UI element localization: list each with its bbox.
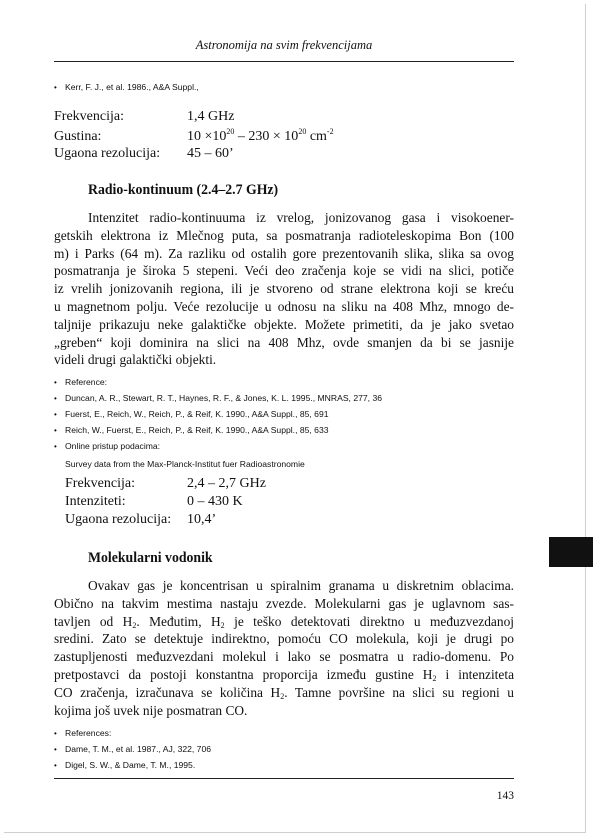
bullet-icon: • <box>54 745 57 754</box>
running-header: Astronomija na svim frekvencijama <box>195 38 373 52</box>
bullet-icon: • <box>54 378 57 387</box>
spec-row: Frekvencija: 2,4 – 2,7 GHz <box>65 476 266 491</box>
spec-row: Ugaona rezolucija: 10,4’ <box>65 512 217 527</box>
reference-item: • Dame, T. M., et al. 1987., AJ, 322, 706 <box>54 744 212 754</box>
footer-rule <box>54 778 514 779</box>
reference-item: • Fuerst, E., Reich, W., Reich, P., & Reif, K. 1990., A&A Suppl., 85, 691 <box>54 409 329 419</box>
spec-row: Frekvencija: 1,4 GHz <box>54 109 235 124</box>
reference-item: • Reich, W., Fuerst, E., Reich, P., & Reif, K. 1990., A&A Suppl., 85, 633 <box>54 425 329 435</box>
bullet-icon: • <box>54 83 57 92</box>
reference-item: • Duncan, A. R., Stewart, R. T., Haynes, R. F., & Jones, K. L. 1995., MNRAS, 277, 36 <box>54 393 382 403</box>
chapter-thumb-tab <box>549 537 593 567</box>
page-number: 143 <box>496 790 514 802</box>
paragraph: Ovakav gas je koncentrisan u spiralnim granama u diskretnim oblacima. Obično na takvim mestima nastaju zvezde. Molekularni gas je uglavnom sas- tavljen od $H_2$. Međutim, $H_2$ je teško detektovati direktno u međuzvezdanoj sredini. Zato se detektuje indirektno, pomoću CO molekula, koji je drugi po zastupljenosti međuzvezdani molekul i lako se posmatra u radio-domenu. Po pretpostavci da postoji konstantna proporcija između gustine $H_2$ i intenziteta CO zračenja, izračunava se količina $H_2$. Tamne površine na slici su regioni u kojima još uvek nije posmatran CO. <box>54 578 515 718</box>
reference-item: • Digel, S. W., & Dame, T. M., 1995. <box>54 760 196 770</box>
section-heading: Radio-kontinuum (2.4–2.7 GHz) <box>88 182 279 198</box>
bullet-icon: • <box>54 426 57 435</box>
reference-item: • References: <box>54 728 112 738</box>
bullet-icon: • <box>54 442 57 451</box>
spec-row: Intenziteti: 0 – 430 K <box>65 494 243 509</box>
header-rule <box>54 61 514 62</box>
spec-row: Gustina: $10 \times 10^{20} - 230 \times 10^{20}$ $cm^{-2}$ <box>54 127 334 144</box>
section-heading: Molekularni vodonik <box>88 550 213 566</box>
bullet-icon: • <box>54 410 57 419</box>
bullet-icon: • <box>54 394 57 403</box>
spec-row: Ugaona rezolucija: 45 – 60’ <box>54 146 234 161</box>
paragraph: Intenzitet radio-kontinuuma iz vrelog, jonizovanog gasa i visokoener- getskih elektrona iz Mlečnog puta, sa posmatranja radioteleskopima Bon (100 m) i Parks (64 m). Za razliku od ostalih gore prezentovanih slika, slika sa ovog posmatranja je široka 5 stepeni. Veći deo zračenja koje se vidi na slici, potiče iz vrelih jonizovanih regiona, ili je stvoreno od strane elektrona koji se kreću u magnetnom polju. Veće rezolucije u odnosu na sliku na 408 Mhz, mnogo de- taljnije prikazuju neke galaktičke objekte. Možete primetiti, da je jako svetao „greben“ koji dominira na slici na 408 Mhz, ovde smanjen da bi se jasnije videli drugi galaktički objekti. <box>54 210 514 368</box>
bullet-icon: • <box>54 761 57 770</box>
reference-item: • Reference: <box>54 377 108 387</box>
bullet-icon: • <box>54 729 57 738</box>
reference-item: • Online pristup podacima: <box>54 441 161 451</box>
survey-note: Survey data from the Max-Planck-Institut fuer Radioastronomie <box>65 459 305 469</box>
top-reference: • Kerr, F. J., et al. 1986., A&A Suppl., <box>54 82 199 92</box>
